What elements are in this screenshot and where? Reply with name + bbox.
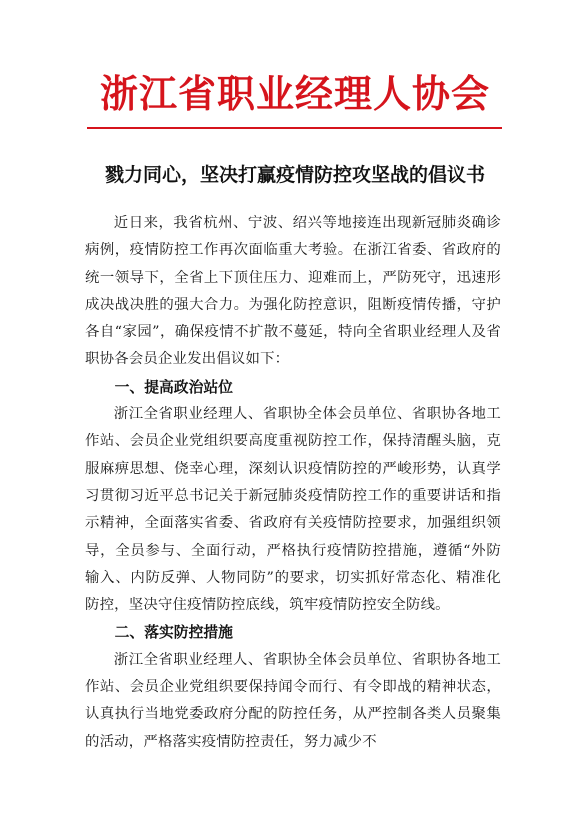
section-paragraph-2: 浙江全省职业经理人、省职协全体会员单位、省职协各地工作站、会员企业党组织要保持闻令而行、有令即战的精神状态，认真执行当地党委政府分配的防控任务，从严控制各类人员聚集的活动，严格落实疫情防控责任，努力减少不 xyxy=(85,651,501,750)
letterhead xyxy=(85,70,505,130)
document-title: 戮力同心，坚决打赢疫情防控攻坚战的倡议书 xyxy=(104,164,485,186)
organization-name: 浙江省职业经理人协会 xyxy=(99,71,490,116)
intro-paragraph: 近日来，我省杭州、宁波、绍兴等地接连出现新冠肺炎确诊病例，疫情防控工作再次面临重大考验。在浙江省委、省政府的统一领导下，全省上下顶住压力、迎难而上，严防死守，迅速形成决战决胜的强大合力。为强化防控意识，阻断疫情传播，守护各自“家园”，确保疫情不扩散不蔓延，特向全省职业经理人及省职协各会员企业发出倡议如下： xyxy=(85,215,501,368)
section-paragraph-1: 浙江全省职业经理人、省职协全体会员单位、省职协各地工作站、会员企业党组织要高度重视防控工作，保持清醒头脑，克服麻痹思想、侥幸心理，深刻认识疫情防控的严峻形势，认真学习贯彻习近平总书记关于新冠肺炎疫情防控工作的重要讲话和指示精神，全面落实省委、省政府有关疫情防控要求，加强组织领导，全员参与、全面行动，严格执行疫情防控措施，遵循“外防输入、内防反弹、人物同防”的要求，切实抓好常态化、精准化防控，坚决守住疫情防控底线，筑牢疫情防控安全防线。 xyxy=(85,406,501,614)
letterhead-divider xyxy=(87,127,502,129)
section-heading-2: 二、落实防控措施 xyxy=(114,624,233,642)
section-heading-1: 一、提高政治站位 xyxy=(114,378,233,396)
document-body xyxy=(85,210,501,756)
